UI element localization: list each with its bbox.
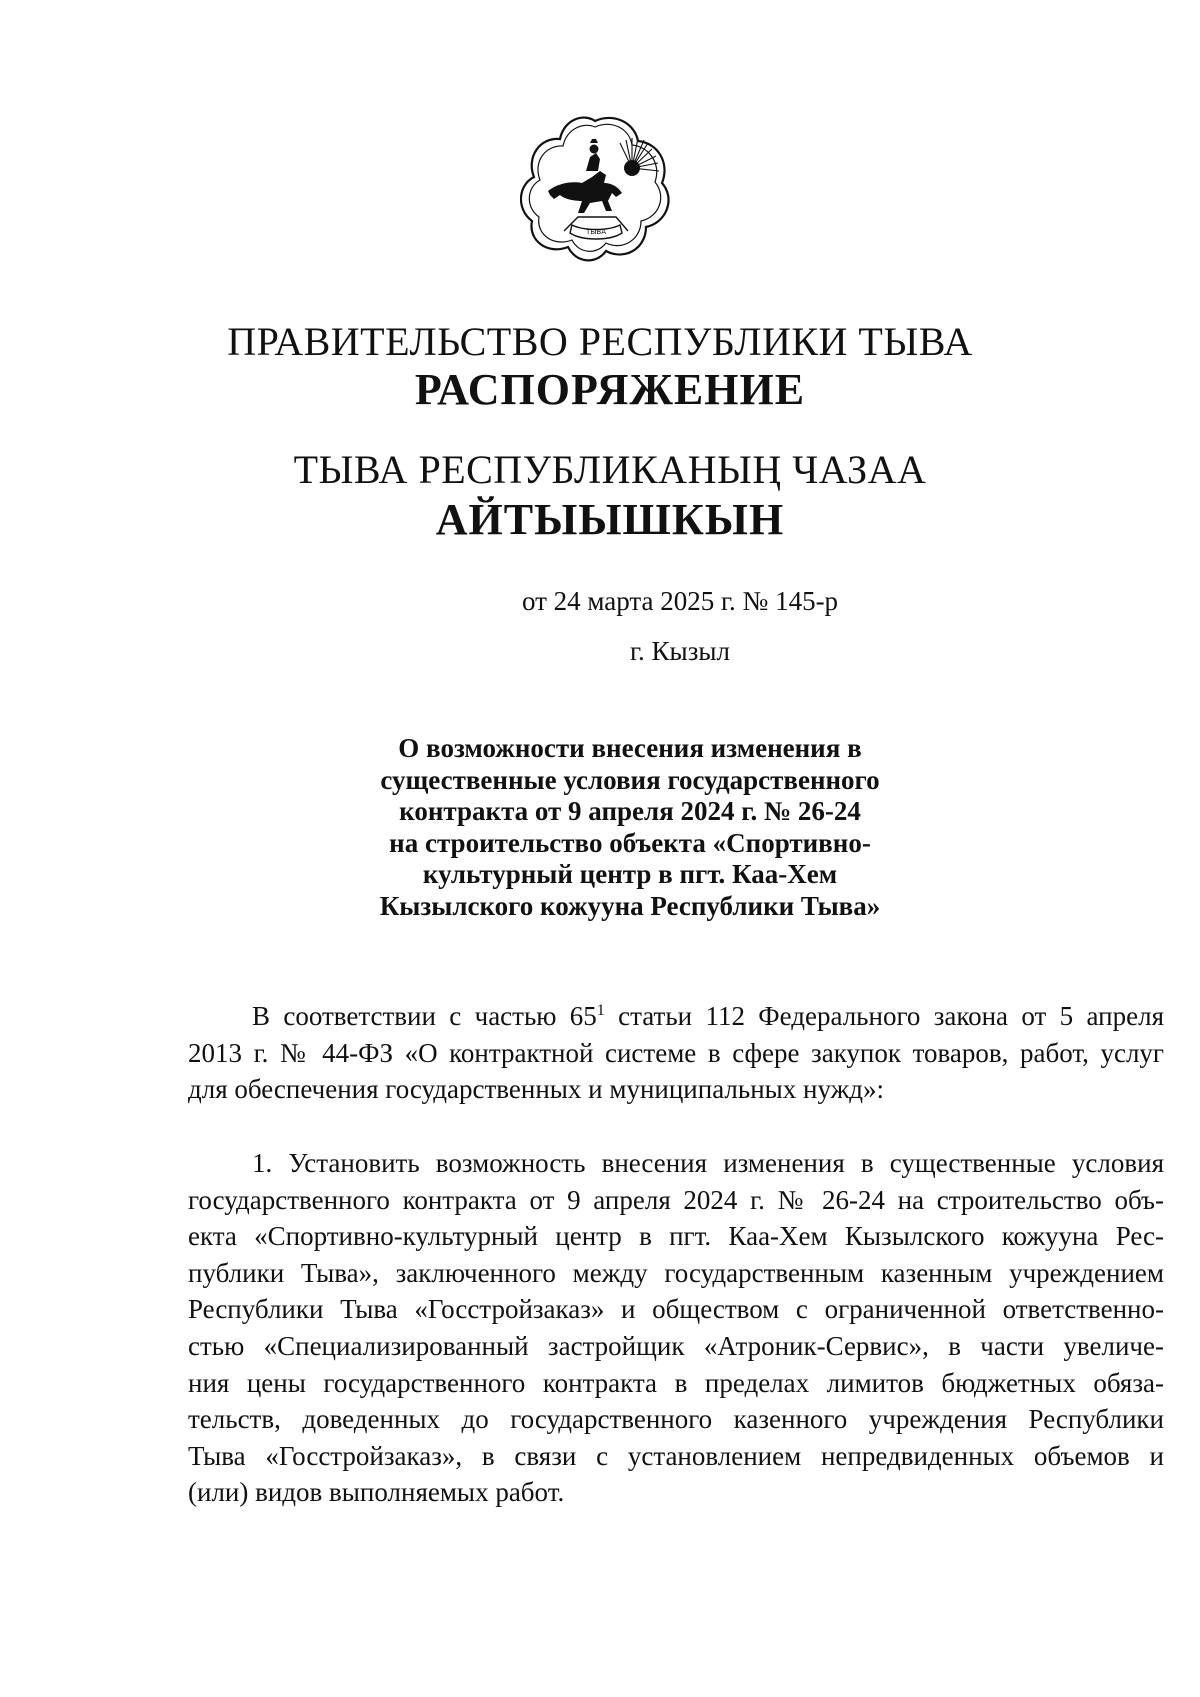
item-1-line: государственного контракта от 9 апреля 2024 г. № 26-24 на строительство объ- [188,1184,1164,1215]
item-1-paragraph [188,1145,1164,1511]
government-title-ru: ПРАВИТЕЛЬСТВО РЕСПУБЛИКИ ТЫВА [227,319,973,364]
order-subject [330,733,930,923]
tuva-emblem-icon [520,113,670,263]
preamble-paragraph [188,998,1164,1108]
item-1-line: ния цены государственного контракта в пределах лимитов бюджетных обяза- [188,1367,1164,1398]
order-city: г. Кызыл [630,636,730,666]
preamble-line [188,998,1164,1035]
government-title-tyv: ТЫВА РЕСПУБЛИКАНЫҢ ЧАЗАА [293,447,927,492]
order-date-number: от 24 марта 2025 г. № 145-р [521,586,839,616]
preamble-line: для обеспечения государственных и муниципальных нужд»: [188,1074,885,1105]
subject-line: культурный центр в пгт. Каа-Хем [422,859,838,890]
item-1-line: Республики Тыва «Госстройзаказ» и обществом с ограниченной ответственно- [188,1294,1164,1325]
item-1-line: публики Тыва», заключенного между государственным казенным учреждением [188,1257,1164,1288]
preamble-line: 2013 г. № 44-ФЗ «О контрактной системе в сфере закупок товаров, работ, услуг [188,1037,1164,1068]
item-1-line: Тыва «Госстройзаказ», в связи с установлением непредвиденных объемов и [188,1440,1164,1471]
item-1-line: екта «Спортивно-культурный центр в пгт. Каа-Хем Кызылского кожууна Рес- [188,1221,1164,1252]
preamble-text: статьи 112 Федерального закона от 5 апреля [604,1001,1164,1031]
subject-line: существенные условия государственного [380,764,880,795]
subject-line: О возможности внесения изменения в [398,733,862,763]
order-type-ru: РАСПОРЯЖЕНИЕ [414,365,806,414]
item-1-line: (или) видов выполняемых работ. [188,1477,565,1508]
svg-text:ТЫВА: ТЫВА [585,228,607,236]
preamble-text: В соответствии с частью 65 [252,1001,597,1031]
item-1-line: 1. Установить возможность внесения изменения в существенные условия [252,1148,1164,1178]
superscript: 1 [596,1002,605,1019]
item-1-line: стью «Специализированный застройщик «Атроник-Сервис», в части увеличе- [188,1330,1164,1361]
item-1-line: тельств, доведенных до государственного казенного учреждения Республики [188,1404,1164,1435]
subject-line: контракта от 9 апреля 2024 г. № 26-24 [399,796,861,827]
order-type-tyv: АЙТЫЫШКЫН [435,495,785,544]
subject-line: Кызылского кожууна Республики Тыва» [379,890,881,921]
subject-line: на строительство объекта «Спортивно- [389,827,871,858]
